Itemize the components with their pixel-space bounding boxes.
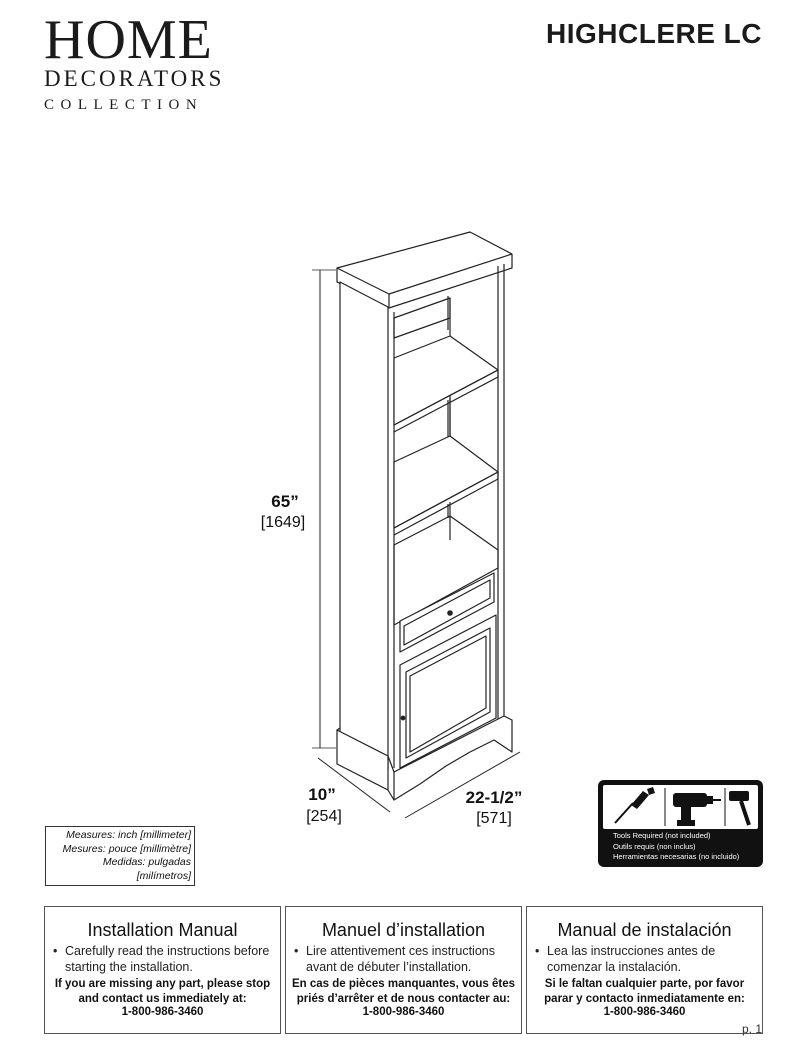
manual-phone-en: 1-800-986-3460 — [121, 1006, 204, 1018]
manual-phone-fr: 1-800-986-3460 — [362, 1006, 445, 1018]
screwdriver-icon — [615, 787, 655, 823]
depth-mm-label: [254] — [306, 808, 342, 825]
hammer-icon — [729, 791, 749, 825]
brand-logo-home: HOME — [44, 9, 213, 71]
manual-box-en — [44, 906, 281, 1034]
tools-icons-svg — [603, 785, 758, 829]
drill-icon — [673, 793, 721, 826]
depth-inches-label: 10” — [308, 785, 336, 804]
tools-text-en: Tools Required (not included) — [613, 831, 711, 840]
brand-logo-collection: COLLECTION — [44, 97, 204, 113]
brand-logo-decorators: DECORATORS — [44, 66, 225, 91]
manual-contact-fr: En cas de pièces manquantes, vous êtes priés d’arrêter et de nous contacter au: — [291, 978, 516, 1005]
tools-text-fr: Outils requis (non inclus) — [613, 841, 696, 851]
measures-en: Measures: inch [millimeter] — [66, 829, 191, 841]
width-mm-label: [571] — [476, 810, 512, 827]
manual-contact-en: If you are missing any part, please stop and contact us immediately at: — [54, 978, 271, 1005]
width-inches-label: 22-1/2” — [465, 788, 523, 807]
measures-legend — [45, 826, 195, 886]
manual-title-es: Manual de instalación — [557, 920, 732, 940]
manual-bullet-fr: • Lire attentivement ces instructions avant de débuter l’installation. — [294, 944, 495, 974]
tools-text-es: Herramientas necesarias (no incluido) — [613, 852, 740, 861]
measures-fr: Mesures: pouce [millimètre] — [62, 842, 191, 855]
product-title: HIGHCLERE LC — [546, 18, 762, 49]
height-inches-label: 65” — [271, 492, 299, 511]
tools-required-box — [598, 780, 763, 867]
manual-title-en: Installation Manual — [87, 920, 238, 940]
tools-text — [613, 831, 739, 863]
manual-contact-es: Si le faltan cualquier parte, por favor parar y contacto inmediatamente en: — [544, 978, 745, 1005]
manual-box-fr — [285, 906, 522, 1034]
measures-es: Medidas: pulgadas [milímetros] — [102, 856, 191, 882]
manual-bullet-en: • Carefully read the instructions before starting the installation. — [53, 944, 270, 974]
page-number: p. 1 — [741, 1022, 762, 1036]
manual-box-es — [526, 906, 763, 1034]
manual-bullet-es: • Lea las instrucciones antes de comenzar la instalación. — [535, 944, 716, 974]
tools-icons-panel — [603, 785, 758, 829]
manual-phone-es: 1-800-986-3460 — [603, 1006, 686, 1018]
manual-title-fr: Manuel d’installation — [321, 920, 486, 940]
height-mm-label: [1649] — [260, 514, 306, 531]
